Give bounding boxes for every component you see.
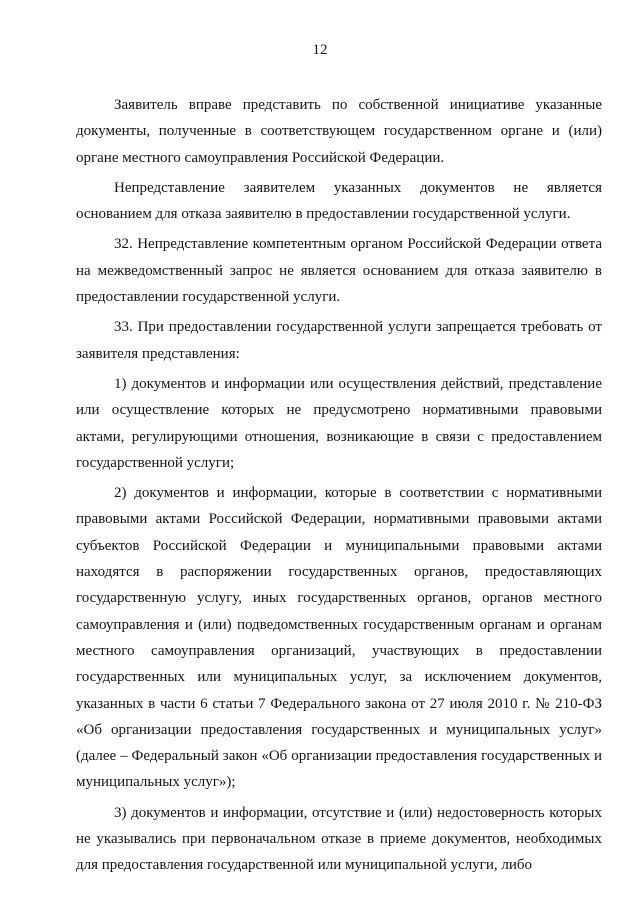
paragraph-33-item-3: 3) документов и информации, отсутствие и (или) недостоверность которых не указывались при первоначальном отказе в приеме документов, необходимых для предоставления государственной или муниципальной услуги, либо bbox=[76, 804, 602, 874]
paragraph-33-item-2: 2) документов и информации, которые в соответствии с нормативными правовыми актами Российской Федерации, нормативными правовыми актами субъектов Российской Федерации и муниципальными правовыми актами находятся в распоряжении государственных органов, предоставляющих государственную услугу, иных государственных органов, органов местного самоуправления и (или) подведомственных государственным органам и органам местного самоуправления организаций, участвующих в предоставлении государственных или муниципальных услуг, за исключением документов, указанных в части 6 статьи 7 Федерального закона от 27 июля 2010 г. № 210-ФЗ «Об организации предоставления государственных и муниципальных услуг» (далее – Федеральный закон «Об организации предоставления государственных и муниципальных услуг»); bbox=[76, 485, 602, 791]
page-number: 12 bbox=[312, 42, 328, 58]
paragraph-applicant-right: Заявитель вправе представить по собственной инициативе указанные документы, полученные в соответствующем государственном органе и (или) органе местного самоуправления Российской Федерации. bbox=[76, 97, 602, 166]
paragraph-33: 33. При предоставлении государственной услуги запрещается требовать от заявителя представления: bbox=[76, 319, 602, 362]
document-body bbox=[76, 92, 602, 879]
paragraph-33-item-1: 1) документов и информации или осуществления действий, представление или осуществление которых не предусмотрено нормативными правовыми актами, регулирующими отношения, возникающие в связи с предоставлением государственной услуги; bbox=[76, 375, 602, 471]
paragraph-32: 32. Непредставление компетентным органом Российской Федерации ответа на межведомственный запрос не является основанием для отказа заявителю в предоставлении государственной услуги. bbox=[76, 236, 602, 306]
paragraph-non-submission: Непредставление заявителем указанных документов не является основанием для отказа заявителю в предоставлении государственной услуги. bbox=[76, 179, 602, 223]
